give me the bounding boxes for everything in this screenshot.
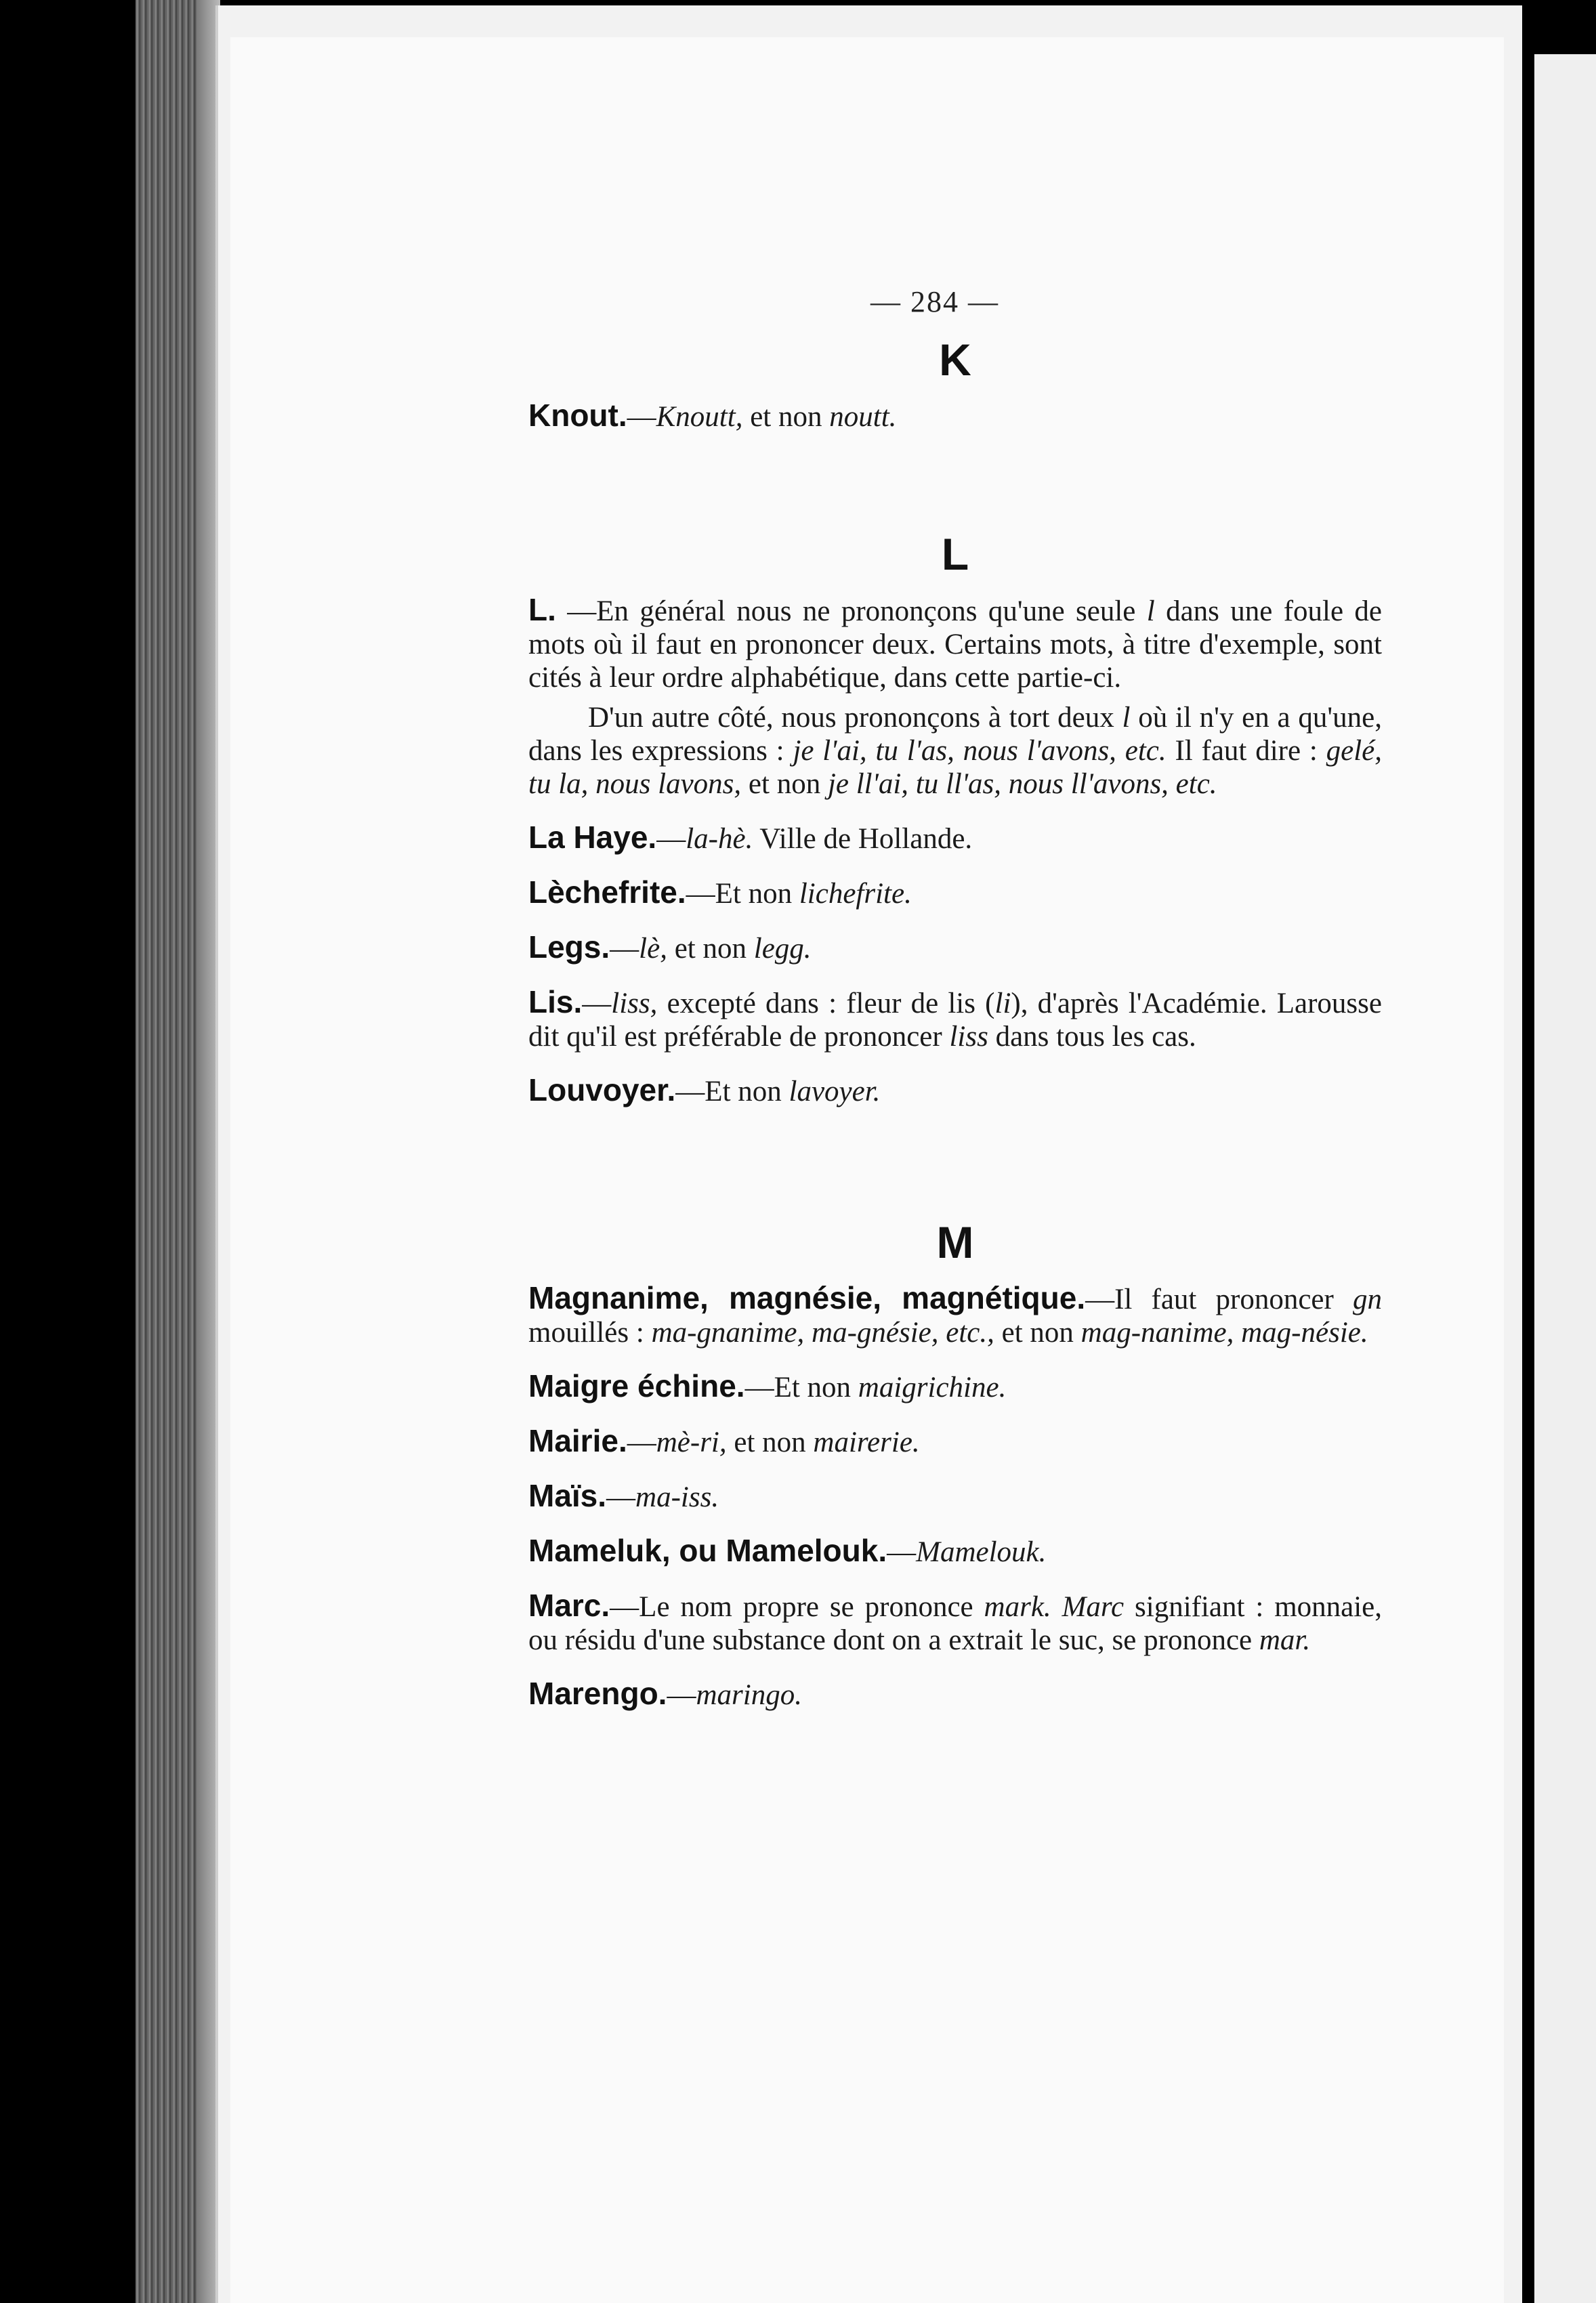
entry-magnanime: Magnanime, magnésie, magnétique.—Il faut prononcer gn mouillés : ma-gnanime, ma-gnésie, etc., et non mag-nanime, mag-nésie. [528,1280,1382,1349]
headword: Legs. [528,929,610,965]
page-content [528,284,1382,1732]
headword: Lis. [528,984,583,1019]
spacer [528,1128,1382,1217]
entry-louvoyer: Louvoyer.—Et non lavoyer. [528,1072,881,1107]
page-number: — 284 — [870,285,999,318]
spacer [528,454,1382,528]
section-letter-k: K [939,335,971,385]
headword: Knout. [528,398,627,433]
section-letter-m: M [936,1217,974,1267]
headword: Mameluk, ou Mamelouk. [528,1533,887,1568]
headword: Marengo. [528,1676,667,1711]
entry-l: L. —En général nous ne prononçons qu'une seule l dans une foule de mots où il faut en prononcer deux. Certains mots, à titre d'exemple, sont cités à leur ordre alphabétique, dans cette partie-ci. [528,592,1383,694]
entry-mais: Maïs.—ma-iss. [528,1478,719,1513]
headword: Maigre échine. [528,1368,745,1403]
entry-marengo: Marengo.—maringo. [528,1676,802,1711]
facing-page-edge [1534,54,1596,2303]
entry-mairie: Mairie.—mè-ri, et non mairerie. [528,1423,920,1458]
entry-knout: Knout.—Knoutt, et non noutt. [528,398,897,433]
headword: Maïs. [528,1478,607,1513]
headword: Louvoyer. [528,1072,676,1107]
headword: Mairie. [528,1423,627,1458]
entry-legs: Legs.—lè, et non legg. [528,929,812,965]
entry-lechefrite: Lèchefrite.—Et non lichefrite. [528,874,912,910]
entry-la-haye: La Haye.—la-hè. Ville de Hollande. [528,820,973,855]
entry-marc: Marc.—Le nom propre se prononce mark. Marc signifiant : monnaie, ou résidu d'une substance dont on a extrait le suc, se prononce mar. [528,1588,1383,1656]
headword: Lèchefrite. [528,874,686,910]
entry-maigre-echine: Maigre échine.—Et non maigrichine. [528,1368,1007,1403]
entry-lis: Lis.—liss, excepté dans : fleur de lis (li), d'après l'Académie. Larousse dit qu'il est préférable de prononcer liss dans tous les cas. [528,984,1382,1053]
headword: Magnanime, magnésie, magnétique. [528,1280,1086,1315]
entry-mameluk: Mameluk, ou Mamelouk.—Mamelouk. [528,1533,1047,1568]
entry-l-paragraph: D'un autre côté, nous prononçons à tort deux l où il n'y en a qu'une, dans les expressions : je l'ai, tu l'as, nous l'avons, etc. Il faut dire : gelé, tu la, nous lavons, et non je ll'ai, tu ll'as, nous ll'avons, etc. [528,702,1383,800]
section-letter-l: L [941,529,969,579]
headword: L. [528,592,556,627]
headword: Marc. [528,1588,610,1623]
headword: La Haye. [528,820,657,855]
